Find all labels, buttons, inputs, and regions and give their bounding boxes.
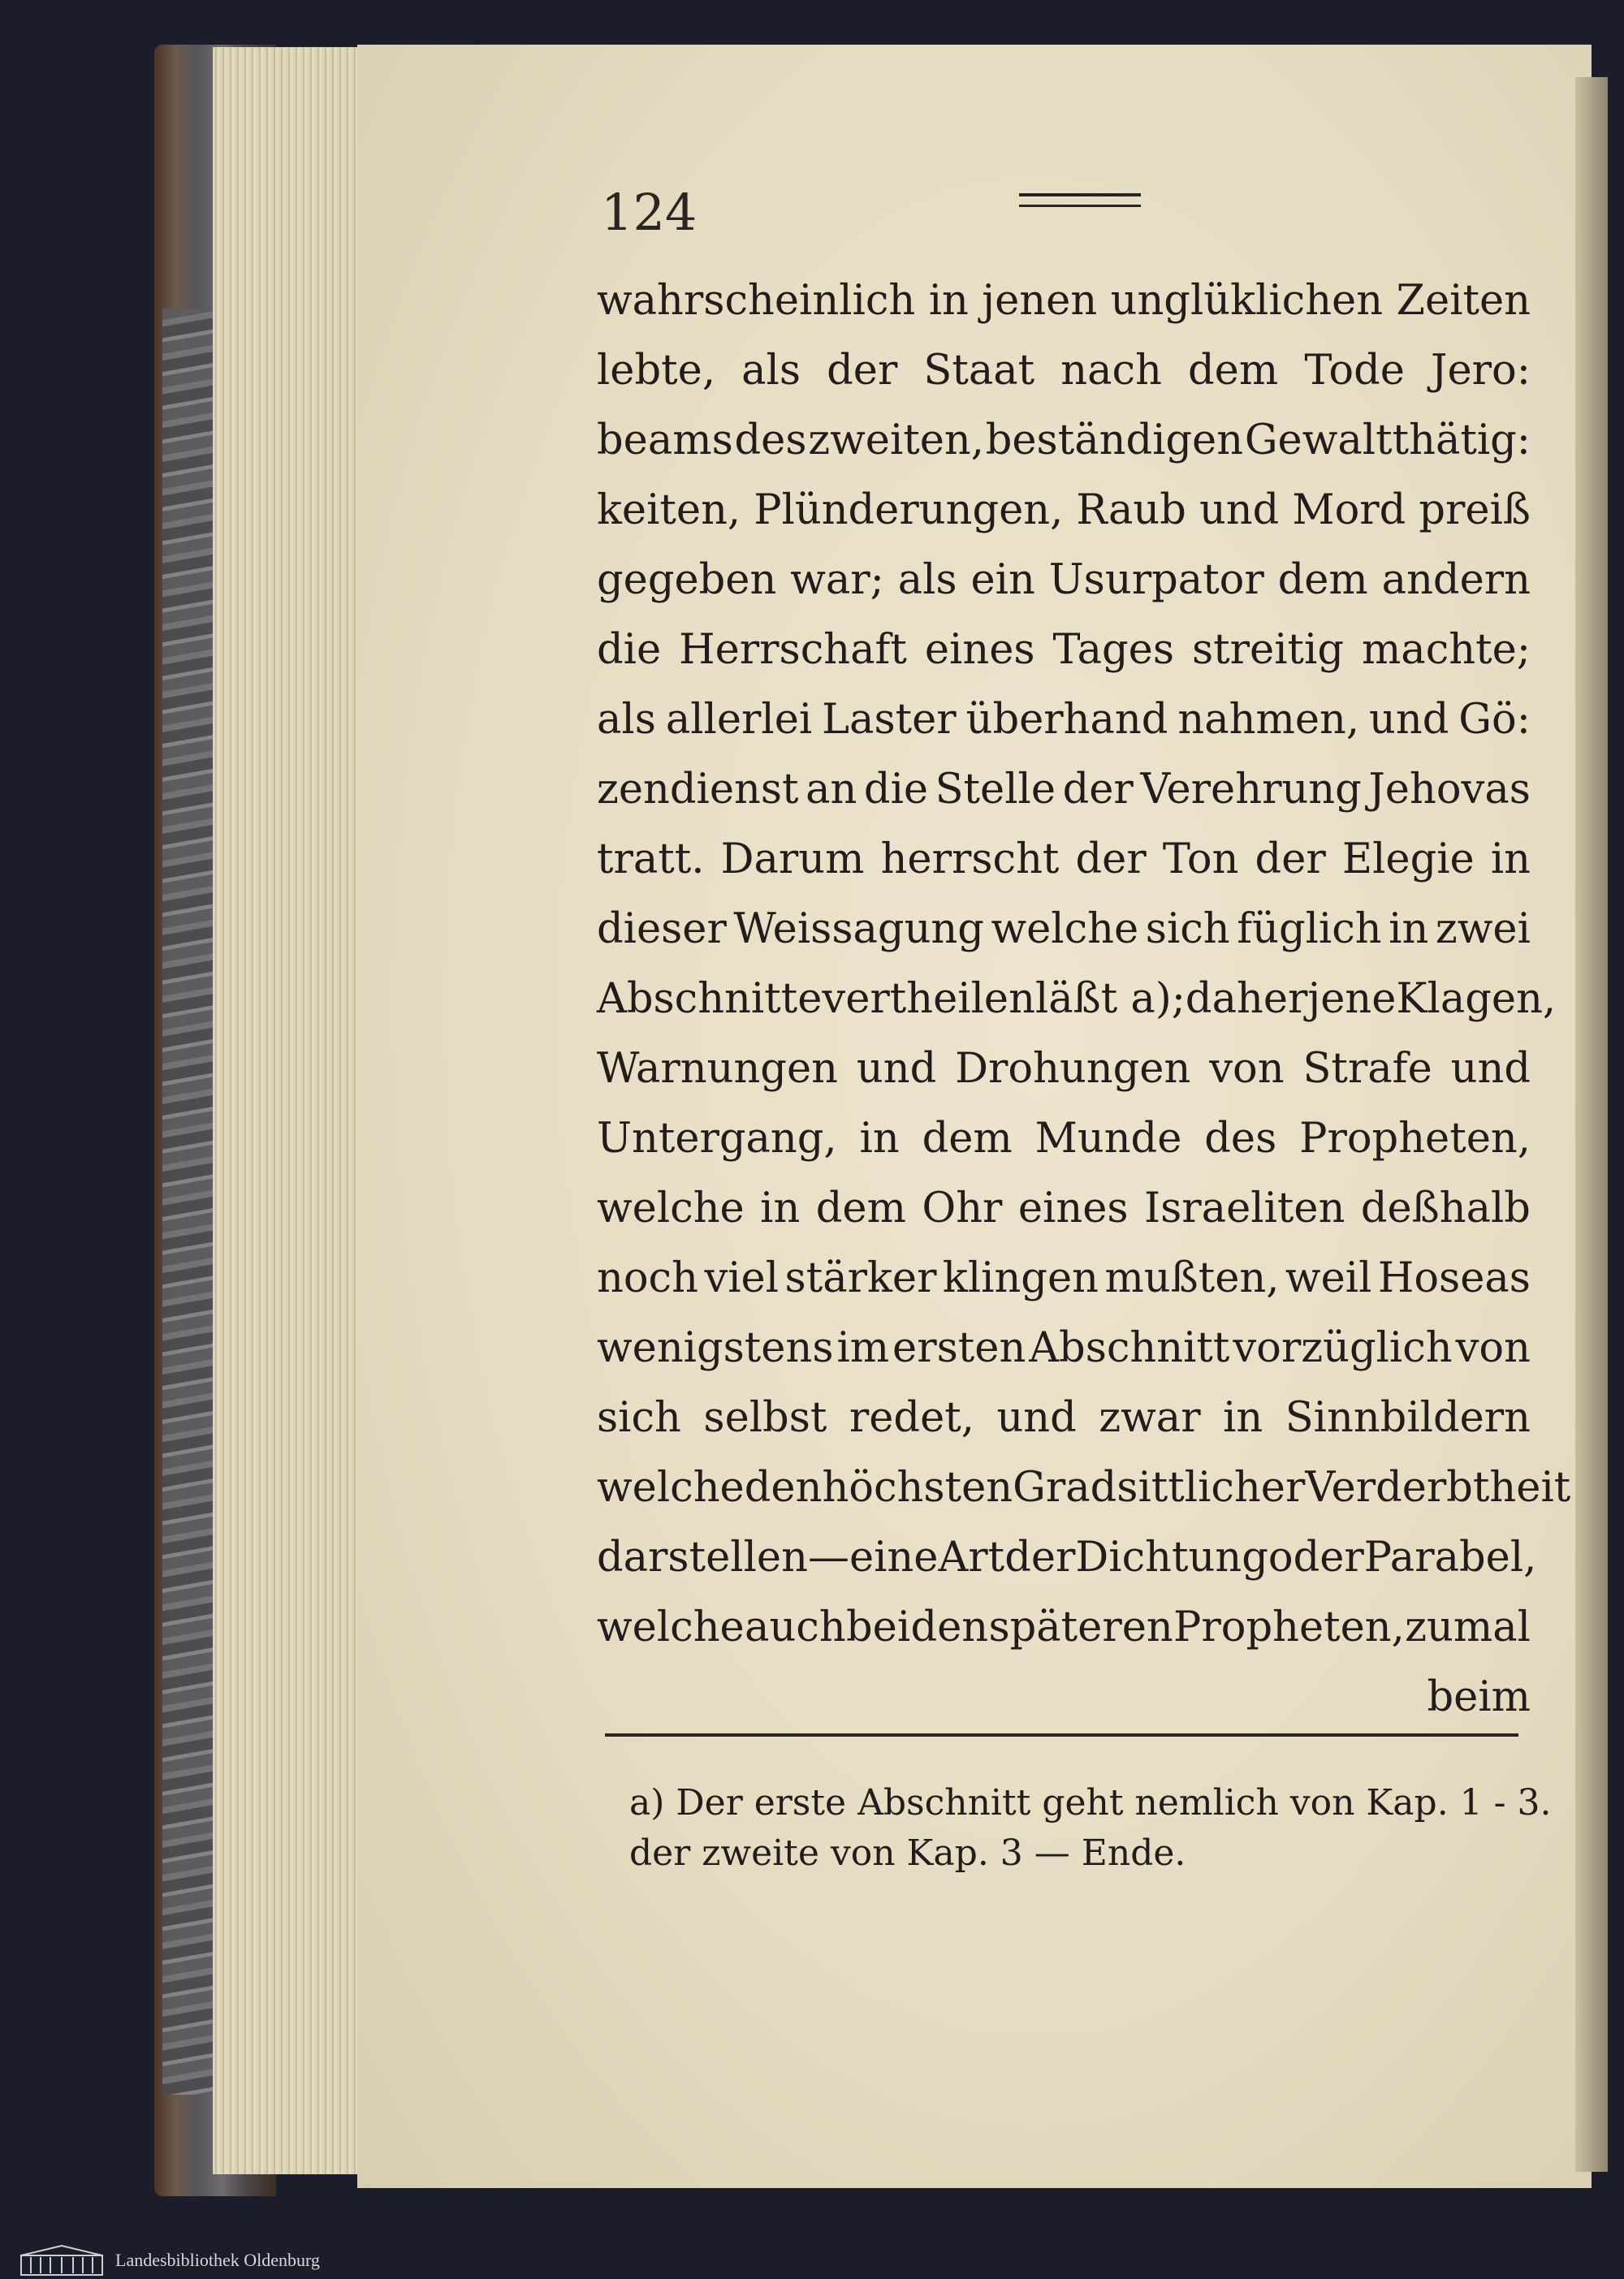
word: und [1369,696,1449,744]
word: darstellen [597,1534,808,1582]
text-line [597,1244,1531,1314]
word: oder [1268,1534,1364,1582]
word: füglich [1237,905,1382,953]
word: Stelle [935,766,1056,814]
word: wenigstens [597,1324,834,1372]
word: tratt. [597,835,705,883]
word: Drohungen [955,1045,1191,1093]
word: unglüklichen [1110,277,1384,325]
word: Parabel, [1363,1534,1537,1582]
word: beständigen [985,417,1244,464]
word: und [996,1394,1077,1442]
word: dem [922,1115,1013,1163]
word: Propheten, [1299,1115,1531,1163]
word: bei [846,1604,911,1651]
text-line [597,1453,1571,1523]
word: in [859,1115,900,1163]
word: von [1209,1045,1285,1093]
footnote [629,1778,1552,1879]
text-line [597,1034,1531,1104]
word: die [597,626,662,674]
library-footer [0,2241,1624,2279]
library-name: Landesbibliothek Oldenburg [115,2249,320,2270]
word: war; [790,556,884,604]
text-line [597,825,1531,895]
word: Klagen, [1396,975,1557,1023]
word: machte; [1361,626,1531,674]
word: Jehovas [1368,766,1531,814]
word: höchsten [822,1464,1013,1512]
word: in [928,277,969,325]
word: welche [597,1604,745,1651]
text-line [597,1104,1531,1174]
word: Munde [1034,1115,1182,1163]
word: des [734,417,807,464]
word: die [863,766,929,814]
word: in [1389,905,1429,953]
word: andern [1381,556,1531,604]
word: redet, [849,1394,974,1442]
word: und [856,1045,937,1093]
word: der [1062,766,1134,814]
library-building-icon [18,2244,106,2277]
word: Usurpator [1048,556,1264,604]
word: in [1490,835,1531,883]
word: Abschnitte [597,975,823,1023]
word: späteren [988,1604,1173,1651]
word: selbst [703,1394,827,1442]
text-line [597,965,1557,1034]
word: zendienst [597,766,799,814]
word: Abschnitt [1029,1324,1230,1372]
word: überhand [965,696,1168,744]
word: Sinnbildern [1285,1394,1531,1442]
text-line [597,546,1531,615]
word: Raub [1076,486,1186,534]
word: dieser [597,905,727,953]
word: Laster [822,696,957,744]
word: dem [1277,556,1368,604]
word: allerlei [665,696,813,744]
word: als [741,347,801,395]
footnote-line: a) Der erste Abschnitt geht nemlich von Kap. 1 - 3. [629,1782,1552,1824]
word: Untergang, [597,1115,837,1163]
word: herrscht [880,835,1060,883]
word: Grad [1013,1464,1117,1512]
word: zweiten, [808,417,984,464]
text-line [597,476,1531,546]
word: sich [597,1394,681,1442]
footnote-rule [605,1733,1518,1737]
word: gegeben [597,556,777,604]
word: in [760,1185,801,1232]
word: wahrscheinlich [597,277,916,325]
word: sittlicher [1116,1464,1306,1512]
word: sich [1145,905,1230,953]
word: zwei [1435,905,1531,953]
word: Elegie [1341,835,1475,883]
word: jene [1307,975,1397,1023]
word: zwar [1099,1394,1201,1442]
text-line [597,615,1531,685]
word: Darum [720,835,865,883]
word: vorzüglich [1233,1324,1453,1372]
word: als [597,696,656,744]
word: mußten, [1104,1254,1280,1302]
word: Hoseas [1377,1254,1531,1302]
word: in [1223,1394,1263,1442]
body-text [597,266,1571,1733]
text-line [597,1174,1531,1244]
word: Plünderungen, [754,486,1064,534]
word: Ton [1162,835,1239,883]
word: Verderbtheit [1305,1464,1571,1512]
word: Warnungen [597,1045,838,1093]
word: dem [815,1185,906,1232]
word: nahmen, [1177,696,1360,744]
text-line [597,1383,1531,1453]
text-line [597,266,1531,336]
word: im [836,1324,890,1372]
header-rule [1019,193,1141,207]
word: Jero: [1431,347,1531,395]
word: ersten [892,1324,1026,1372]
word: Herrschaft [679,626,907,674]
word: der [827,347,898,395]
word: Art [938,1534,1005,1582]
word: der [1255,835,1326,883]
text-line [597,1523,1537,1593]
word: welche [597,1185,745,1232]
word: den [744,1464,823,1512]
word: Ohr [922,1185,1003,1232]
word: stärker [784,1254,937,1302]
word: nach [1060,347,1162,395]
word: daher [1185,975,1308,1023]
word: Staat [923,347,1035,395]
word: beams [597,417,733,464]
word: Weissagung [733,905,984,953]
text-line [597,1593,1531,1663]
word: und [1199,486,1280,534]
word: und [1450,1045,1531,1093]
text-line [597,755,1531,825]
word: viel [704,1254,780,1302]
word: deßhalb [1360,1185,1531,1232]
word: Gö: [1458,696,1531,744]
word: Israeliten [1143,1185,1345,1232]
word: Tode [1304,347,1405,395]
word: lebte, [597,347,716,395]
word: der [1004,1534,1076,1582]
text-line [597,336,1531,406]
marbled-cover-edge [162,309,219,2095]
word: preiß [1419,486,1531,534]
word: Propheten, [1173,1604,1405,1651]
word: jenen [982,277,1098,325]
word: auch [745,1604,846,1651]
word: Tages [1052,626,1174,674]
word: keiten, [597,486,741,534]
word: ein [970,556,1035,604]
word: als [897,556,957,604]
word: eines [1017,1185,1129,1232]
word: streitig [1191,626,1344,674]
word: Gewaltthätig: [1244,417,1531,464]
facing-page-edge [1575,77,1608,2172]
word: Strafe [1302,1045,1432,1093]
word: Zeiten [1396,277,1531,325]
word: beim [1427,1673,1531,1721]
text-line [597,1663,1531,1733]
word: läßt a); [1034,975,1186,1023]
word: weil [1285,1254,1372,1302]
word: den [910,1604,989,1651]
word: an [806,766,857,814]
text-line [597,406,1531,476]
text-line [597,895,1531,965]
word: zumal [1405,1604,1531,1651]
word: von [1455,1324,1531,1372]
word: des [1204,1115,1277,1163]
word: welche [597,1464,745,1512]
text-line [597,1314,1531,1383]
word: der [1075,835,1147,883]
word: dem [1188,347,1279,395]
page-number: 124 [601,183,698,242]
word: eines [924,626,1035,674]
word: — [807,1534,849,1582]
word: klingen [942,1254,1099,1302]
word: noch [597,1254,698,1302]
footnote-line: der zweite von Kap. 3 — Ende. [629,1832,1186,1874]
text-line [597,685,1531,755]
word: Mord [1292,486,1406,534]
word: welche [991,905,1139,953]
word: Dichtung [1075,1534,1268,1582]
word: eine [849,1534,939,1582]
word: vertheilen [822,975,1035,1023]
word: Verehrung [1140,766,1362,814]
